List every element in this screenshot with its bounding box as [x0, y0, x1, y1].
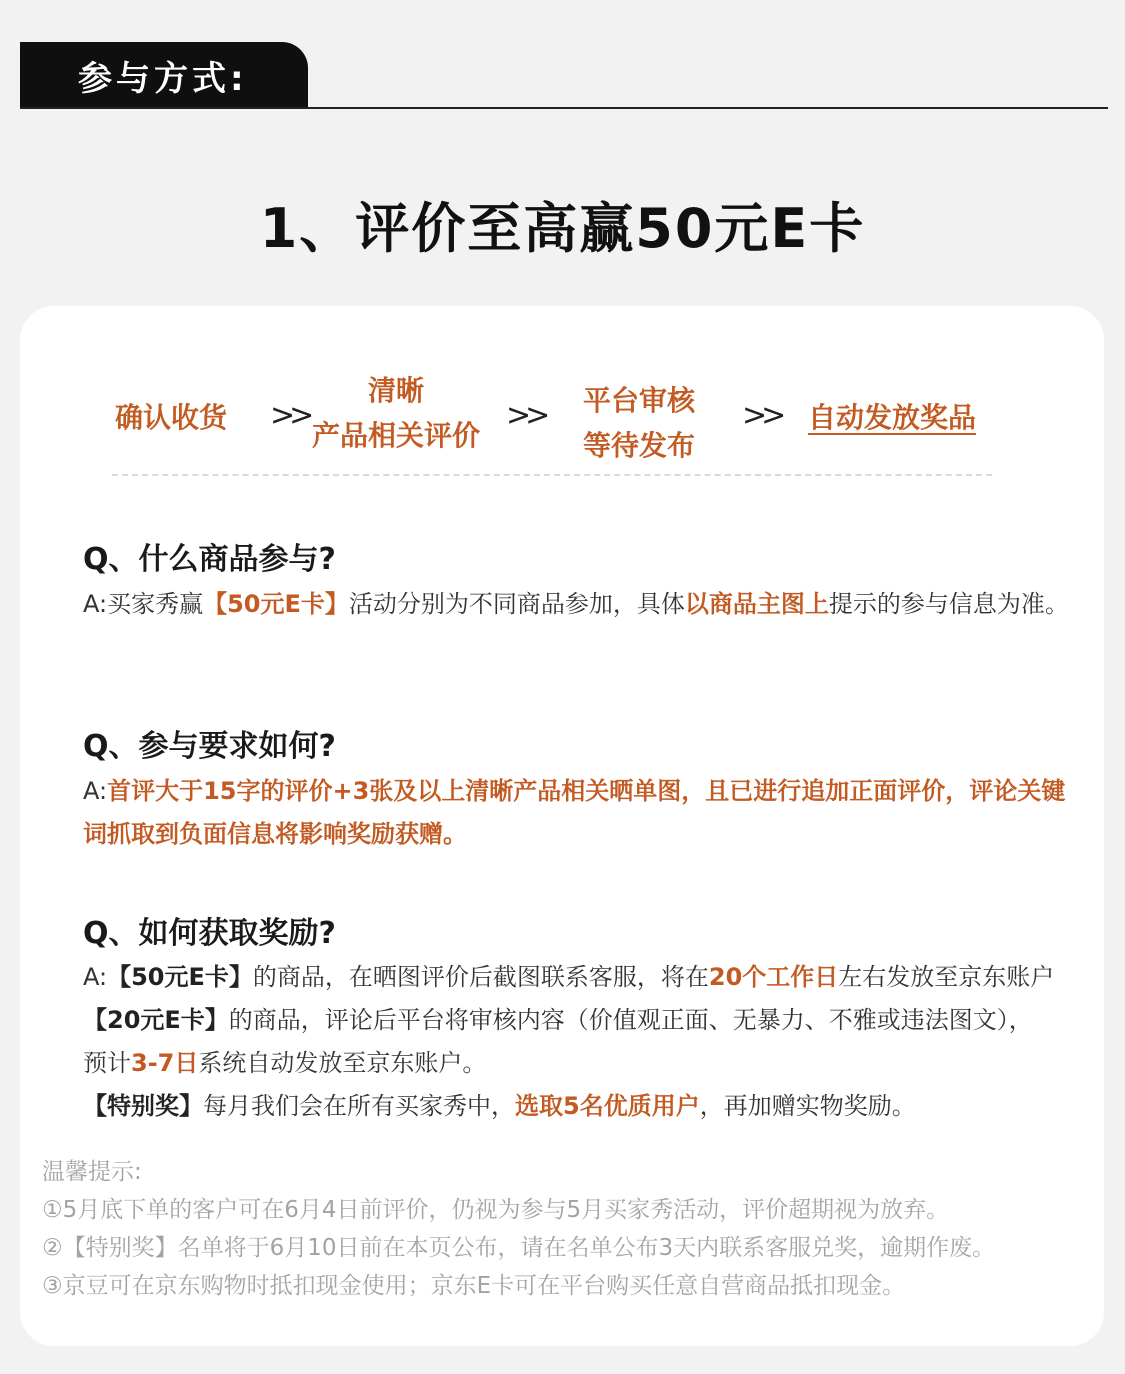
rules-card: [20, 306, 1104, 1346]
step-platform-review: [583, 378, 695, 468]
answer-text: A:: [83, 963, 108, 991]
faq-question-2: Q、参与要求如何?: [83, 729, 336, 764]
answer-bold: 【特别奖】: [83, 1092, 203, 1120]
answer-highlight: 3-7日: [131, 1049, 199, 1077]
faq-answer-1-text: A:买家秀赢: [83, 590, 204, 618]
step-arrow-1: >>: [270, 398, 309, 433]
answer-bold: 【50元E卡】: [107, 963, 253, 991]
answer-text: 的商品，评论后平台将审核内容（价值观正面、无暴力、不雅或违法图文），: [228, 1006, 1033, 1034]
faq-answer-2: [83, 770, 1073, 856]
faq-answer-1-highlight: 以商品主图上: [684, 590, 829, 618]
faq-answer-3-line-3: [83, 1042, 1073, 1085]
step-arrow-3: >>: [742, 398, 781, 433]
faq-answer-3-line-1: [83, 956, 1073, 999]
answer-text: 系统自动发放至京东账户。: [198, 1049, 487, 1077]
tips-item-2: ②【特别奖】名单将于6月10日前在本页公布，请在名单公布3天内联系客服兑奖，逾期作废。: [42, 1235, 996, 1261]
tips-title: 温馨提示:: [42, 1159, 142, 1185]
step-clear-review-line1: 清晰: [368, 374, 425, 407]
answer-text: 预计: [83, 1049, 131, 1077]
section-header-label: 参与方式:: [78, 58, 248, 99]
step-auto-reward: 自动发放奖品: [808, 401, 977, 434]
faq-answer-3-line-4: [83, 1085, 1073, 1128]
step-arrow-2: >>: [506, 398, 545, 433]
tips-item-1: ①5月底下单的客户可在6月4日前评价，仍视为参与5月买家秀活动，评价超期视为放弃。: [42, 1197, 950, 1223]
tips-block: [42, 1153, 1092, 1305]
faq-answer-1-text: 活动分别为不同商品参加，具体: [348, 590, 685, 618]
answer-text: ，再加赠实物奖励。: [699, 1092, 916, 1120]
answer-text: 左右发放至京东账户: [838, 963, 1055, 991]
faq-question-1: Q、什么商品参与?: [83, 542, 336, 577]
tips-item-3: ③京豆可在京东购物时抵扣现金使用；京东E卡可在平台购买任意自营商品抵扣现金。: [42, 1273, 906, 1299]
page-title: 1、评价至高赢50元E卡: [259, 197, 866, 260]
step-confirm-receipt: 确认收货: [115, 401, 228, 434]
section-header-tab: [20, 42, 308, 108]
faq-answer-2-highlight: 首评大于15字的评价+3张及以上清晰产品相关晒单图，且已进行追加正面评价，评论关键词抓取到负面信息将影响奖励获赠。: [83, 777, 1066, 848]
faq-answer-1-text: 提示的参与信息为准。: [828, 590, 1069, 618]
faq-answer-3: [83, 956, 1073, 1128]
faq-answer-1-highlight: 【50元E卡】: [203, 590, 349, 618]
answer-text: 每月我们会在所有买家秀中，: [203, 1092, 515, 1120]
faq-answer-3-line-2: [83, 999, 1073, 1042]
answer-highlight: 20个工作日: [708, 963, 839, 991]
faq-question-3: Q、如何获取奖励?: [83, 916, 336, 951]
header-divider: [20, 107, 1108, 109]
faq-answer-2-text: A:: [83, 777, 108, 805]
answer-highlight: 选取5名优质用户: [515, 1092, 700, 1120]
step-clear-review-line2: 产品相关评价: [312, 419, 481, 452]
answer-bold: 【20元E卡】: [83, 1006, 229, 1034]
step-platform-review-line2: 等待发布: [583, 429, 696, 462]
dashed-divider: [112, 474, 992, 476]
faq-answer-1: [83, 583, 1073, 626]
answer-text: 的商品，在晒图评价后截图联系客服，将在: [252, 963, 709, 991]
step-clear-review: [312, 368, 480, 458]
step-platform-review-line1: 平台审核: [583, 384, 696, 417]
